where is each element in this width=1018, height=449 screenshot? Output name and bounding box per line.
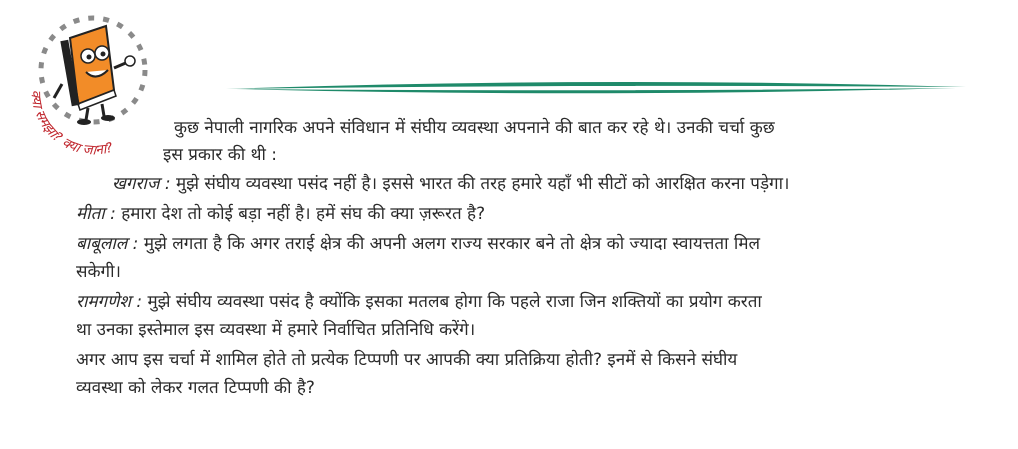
dialogue-khagraj: [112, 172, 789, 196]
speaker-name: रामगणेश :: [76, 292, 143, 312]
dialogue-text: हमारा देश तो कोई बड़ा नहीं है। हमें संघ की क्या ज़रूरत है?: [121, 204, 486, 224]
dialogue-babulal: [76, 232, 760, 256]
speaker-name: मीता :: [76, 204, 116, 224]
dialogue-ramganesh-continued: था उनका इस्तेमाल इस व्यवस्था में हमारे निर्वाचित प्रतिनिधि करेंगे।: [76, 320, 476, 340]
section-divider: [226, 78, 966, 100]
dialogue-text: मुझे संघीय व्यवस्था पसंद है क्योंकि इसका मतलब होगा कि पहले राजा जिन शक्तियों का प्रयोग करता: [147, 292, 762, 312]
speaker-name: खगराज :: [112, 174, 171, 194]
speaker-name: बाबूलाल :: [76, 234, 139, 254]
question-line-2: व्यवस्था को लेकर गलत टिप्पणी की है?: [76, 378, 315, 398]
question-line-1: अगर आप इस चर्चा में शामिल होते तो प्रत्येक टिप्पणी पर आपकी क्या प्रतिक्रिया होती? इनमें से किसने संघीय: [76, 350, 738, 370]
logo: [18, 8, 168, 158]
dialogue-babulal-continued: सकेगी।: [76, 262, 121, 282]
dialogue-ramganesh: [76, 290, 762, 314]
dialogue-text: मुझे संघीय व्यवस्था पसंद नहीं है। इससे भारत की तरह हमारे यहाँ भी सीटों को आरक्षित करना पड़ेगा।: [176, 174, 790, 194]
dialogue-meeta: [76, 202, 485, 226]
dialogue-text: मुझे लगता है कि अगर तराई क्षेत्र की अपनी अलग राज्य सरकार बने तो क्षेत्र को ज्यादा स्वायत्तता मिल: [143, 234, 761, 254]
intro-line-1: कुछ नेपाली नागरिक अपने संविधान में संघीय व्यवस्था अपनाने की बात कर रहे थे। उनकी चर्चा कुछ: [174, 118, 775, 138]
intro-line-2: इस प्रकार की थी :: [163, 145, 277, 165]
logo-caption: क्या समझा? क्या जाना?: [27, 89, 115, 158]
